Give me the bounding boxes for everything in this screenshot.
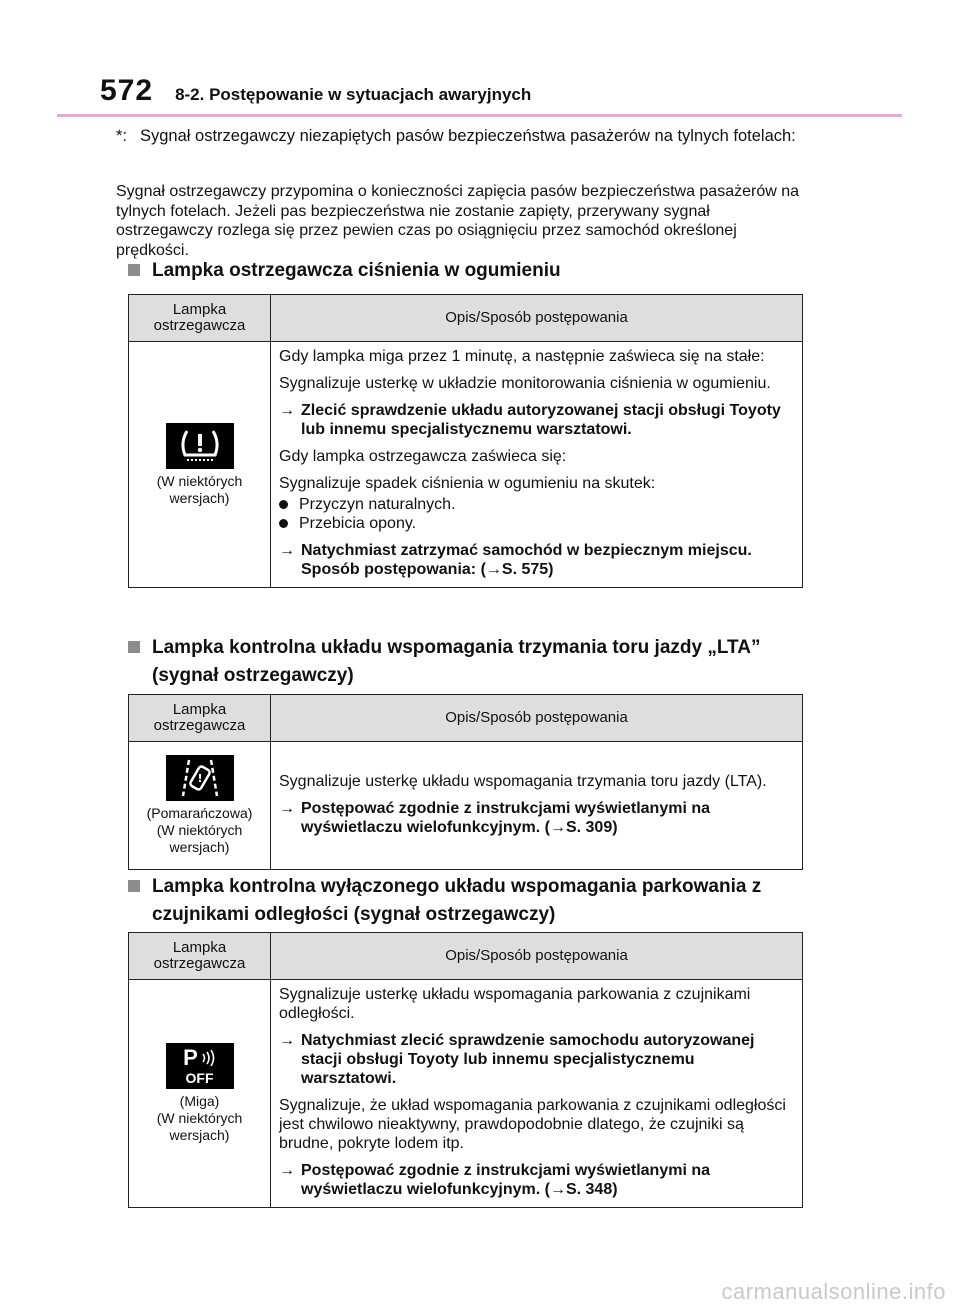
heading-square-icon: [128, 264, 140, 276]
table-tire-pressure: [128, 294, 803, 588]
lamp-cell: [129, 742, 271, 870]
action-instruction: → Natychmiast zatrzymać samochód w bezpiecznym miejscu. Sposób postępowania: (→S. 575): [279, 542, 752, 578]
section-title: 8-2. Postępowanie w sytuacjach awaryjnych: [175, 85, 532, 104]
page-number: 572: [100, 74, 154, 107]
icon-label-p: P: [183, 1045, 198, 1070]
col-header-lamp: Lampka ostrzegawcza: [129, 695, 271, 742]
table-row: [129, 980, 803, 1208]
arrow-icon: →: [279, 1032, 295, 1049]
lamp-cell: [129, 342, 271, 588]
lamp-caption: (Miga): [179, 1093, 220, 1109]
desc-text: Gdy lampka miga przez 1 minutę, a następnie zaświeca się na stałe:: [279, 348, 765, 365]
seatbelt-note: [116, 126, 806, 146]
lamp-caption: (W niektórych wersjach): [156, 822, 243, 855]
bullet-icon: [279, 519, 288, 528]
bullet-item: Przebicia opony.: [279, 514, 792, 533]
heading-square-icon: [128, 880, 140, 892]
heading-square-icon: [128, 641, 140, 653]
lamp-cell: [129, 980, 271, 1208]
description-cell: [271, 980, 803, 1208]
arrow-icon: →: [279, 799, 295, 817]
lamp-caption: (W niektórych wersjach): [156, 1110, 243, 1143]
description-cell: [271, 742, 803, 870]
action-instruction: → Postępować zgodnie z instrukcjami wyświetlanymi na wyświetlaczu wielofunkcyjnym. (→S. 348): [279, 1162, 710, 1198]
tire-pressure-warning-icon: [166, 423, 234, 469]
table-parking-sensor: [128, 932, 803, 1208]
lamp-caption: (Pomarańczowa): [146, 805, 253, 821]
col-header-desc: Opis/Sposób postępowania: [271, 295, 803, 342]
note-text: Sygnał ostrzegawczy niezapiętych pasów bezpieczeństwa pasażerów na tylnych fotelach:: [140, 127, 796, 145]
lane-tracing-assist-icon: [166, 755, 234, 801]
action-instruction: → Zlecić sprawdzenie układu autoryzowanej stacji obsługi Toyoty lub innemu specjalistycznemu warsztatowi.: [279, 402, 781, 438]
desc-text: Sygnalizuje spadek ciśnienia w ogumieniu na skutek:: [279, 475, 656, 492]
desc-text: Sygnalizuje usterkę układu wspomagania trzymania toru jazdy (LTA).: [279, 772, 767, 790]
bullet-item: Przyczyn naturalnych.: [279, 495, 792, 514]
bullet-icon: [279, 500, 288, 509]
col-header-desc: Opis/Sposób postępowania: [271, 933, 803, 980]
icon-label-off: OFF: [185, 1070, 214, 1086]
col-header-lamp: Lampka ostrzegawcza: [129, 933, 271, 980]
lamp-caption: (W niektórych wersjach): [156, 472, 243, 506]
arrow-icon: →: [279, 542, 295, 559]
action-instruction: → Postępować zgodnie z instrukcjami wyświetlanymi na wyświetlaczu wielofunkcyjnym. (→S. 309): [279, 799, 710, 836]
arrow-icon: →: [279, 402, 295, 419]
table-header-row: [129, 295, 803, 342]
action-instruction: → Natychmiast zlecić sprawdzenie samochodu autoryzowanej stacji obsługi Toyoty lub innemu specjalistycznemu warsztatowi.: [279, 1032, 755, 1087]
table-header-row: [129, 695, 803, 742]
description-cell: [271, 342, 803, 588]
header-divider: [57, 114, 902, 117]
heading-parking-sensor: Lampka kontrolna wyłączonego układu wspomagania parkowania z czujnikami odległości (sygnał ostrzegawczy): [128, 873, 818, 929]
heading-tire-pressure: Lampka ostrzegawcza ciśnienia w ogumieniu: [128, 257, 818, 285]
desc-text: Sygnalizuje usterkę układu wspomagania parkowania z czujnikami odległości.: [279, 986, 751, 1022]
arrow-icon: →: [279, 1162, 295, 1179]
seatbelt-paragraph: Sygnał ostrzegawczy przypomina o konieczności zapięcia pasów bezpieczeństwa pasażerów na tylnych fotelach. Jeżeli pas bezpieczeństwa nie zostanie zapięty, przerywany sygnał ostrzegawczy rozlega się przez pewien czas po osiągnięciu przez samochód określonej prędkości.: [116, 183, 800, 259]
table-row: [129, 742, 803, 870]
svg-text:!: !: [196, 772, 203, 785]
table-header-row: [129, 933, 803, 980]
desc-text: Sygnalizuje usterkę w układzie monitorowania ciśnienia w ogumieniu.: [279, 375, 771, 392]
desc-text: Sygnalizuje, że układ wspomagania parkowania z czujnikami odległości jest chwilowo nieaktywny, prawdopodobnie dlatego, że czujniki są brudne, pokryte lodem itp.: [279, 1097, 786, 1152]
page-header: [100, 74, 531, 108]
note-marker: *:: [116, 127, 128, 145]
table-row: [129, 342, 803, 588]
watermark: carmanualsonline.info: [721, 1279, 946, 1304]
col-header-lamp: Lampka ostrzegawcza: [129, 295, 271, 342]
desc-text: Gdy lampka ostrzegawcza zaświeca się:: [279, 448, 567, 465]
col-header-desc: Opis/Sposób postępowania: [271, 695, 803, 742]
heading-lta: Lampka kontrolna układu wspomagania trzymania toru jazdy „LTA” (sygnał ostrzegawczy): [128, 634, 818, 690]
table-lta: [128, 694, 803, 870]
parking-sensor-off-icon: [166, 1043, 234, 1089]
